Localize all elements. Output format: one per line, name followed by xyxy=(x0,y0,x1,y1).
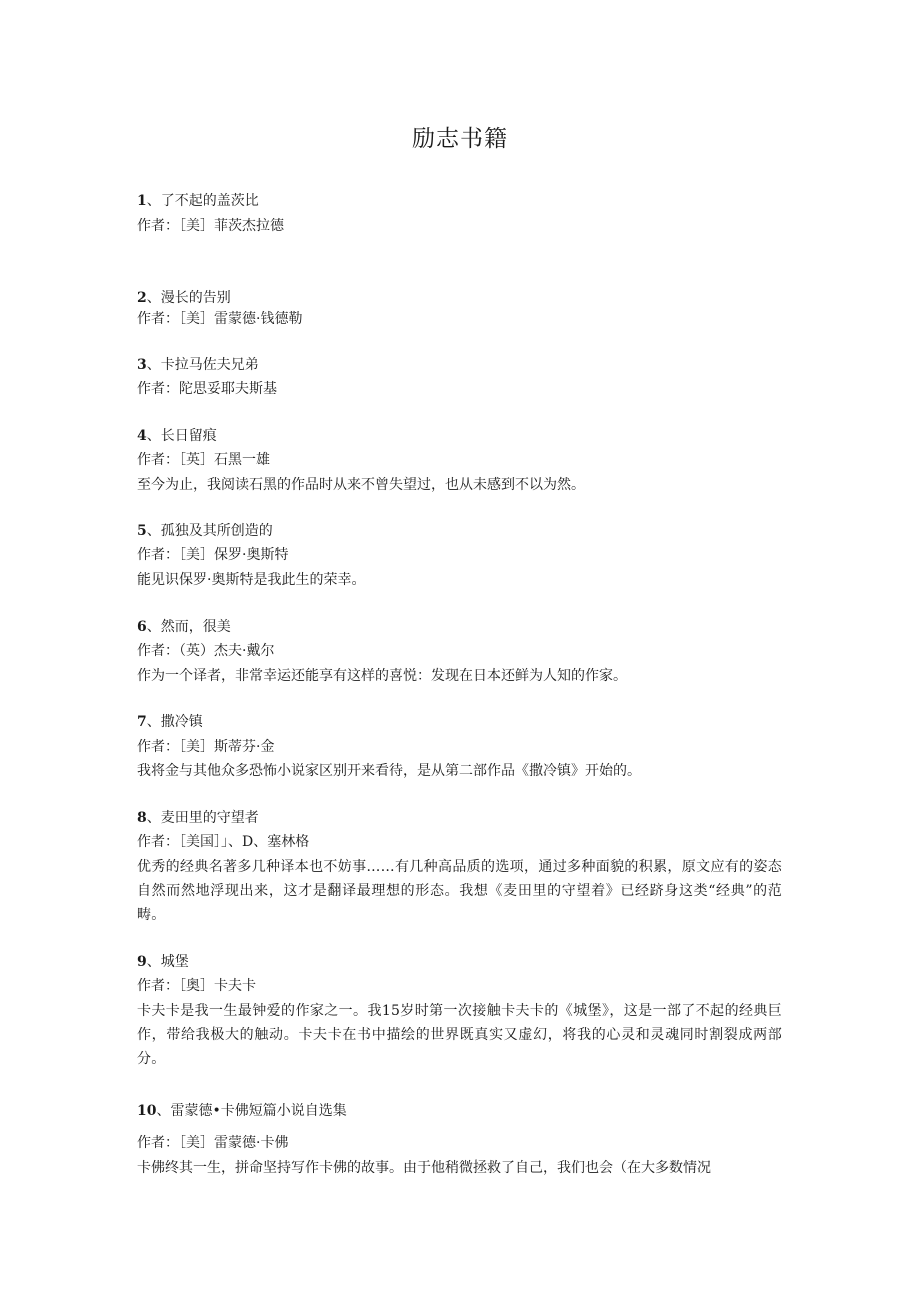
book-author-3: 作者：陀思妥耶夫斯基 xyxy=(137,381,277,397)
book-title-text: 孤独及其所创造的 xyxy=(160,523,273,539)
book-title-text: 撒冷镇 xyxy=(160,714,203,730)
book-number: 8 xyxy=(137,810,147,826)
book-note-10: 卡佛终其一生，拼命坚持写作卡佛的故事。由于他稍微拯救了自己，我们也会（在大多数情况 xyxy=(137,1160,711,1176)
book-title-10: 10、雷蒙德•卡佛短篇小说自选集 xyxy=(137,1103,347,1119)
book-author-7: 作者：［美］斯蒂芬·金 xyxy=(137,739,275,755)
book-title-4: 4、长日留痕 xyxy=(137,428,217,444)
book-title-text: 了不起的盖茨比 xyxy=(160,193,259,209)
book-title-text: 雷蒙德•卡佛短篇小说自选集 xyxy=(170,1103,347,1119)
book-title-5: 5、孤独及其所创造的 xyxy=(137,523,273,539)
book-title-9: 9、城堡 xyxy=(137,954,189,970)
book-note-8: 优秀的经典名著多几种译本也不妨事……有几种高品质的选项，通过多种面貌的积累，原文应有的姿态自然而然地浮现出来，这才是翻译最理想的形态。我想《麦田里的守望着》已经跻身这类“经典”的范畴。 xyxy=(137,859,782,923)
book-number: 9 xyxy=(137,954,147,970)
book-note-7: 我将金与其他众多恐怖小说家区别开来看待，是从第二部作品《撒冷镇》开始的。 xyxy=(137,763,641,779)
book-title-text: 城堡 xyxy=(160,954,189,970)
book-author-1: 作者：［美］菲茨杰拉德 xyxy=(137,218,284,234)
book-note-4: 至今为止，我阅读石黑的作品时从来不曾失望过，也从未感到不以为然。 xyxy=(137,477,585,493)
book-number: 1 xyxy=(137,193,147,209)
book-title-1: 1、了不起的盖茨比 xyxy=(137,193,259,209)
book-author-2: 作者：［美］雷蒙德·钱德勒 xyxy=(137,311,303,327)
book-title-6: 6、然而，很美 xyxy=(137,619,231,635)
book-note-6: 作为一个译者，非常幸运还能享有这样的喜悦：发现在日本还鲜为人知的作家。 xyxy=(137,668,627,684)
book-title-text: 然而，很美 xyxy=(160,619,231,635)
book-note-5: 能见识保罗·奥斯特是我此生的荣幸。 xyxy=(137,572,366,588)
book-title-8: 8、麦田里的守望者 xyxy=(137,810,259,826)
book-number: 7 xyxy=(137,714,147,730)
book-title-text: 卡拉马佐夫兄弟 xyxy=(160,357,259,373)
book-number: 2 xyxy=(137,290,147,306)
book-number: 6 xyxy=(137,619,147,635)
book-title-7: 7、撒冷镇 xyxy=(137,714,203,730)
book-number: 5 xyxy=(137,523,147,539)
book-author-4: 作者：［英］石黑一雄 xyxy=(137,452,270,468)
book-title-3: 3、卡拉马佐夫兄弟 xyxy=(137,357,259,373)
book-title-2: 2、漫长的告别 xyxy=(137,290,231,306)
book-note-9: 卡夫卡是我一生最钟爱的作家之一。我15岁时第一次接触卡夫卡的《城堡》，这是一部了不起的经典巨作，带给我极大的触动。卡夫卡在书中描绘的世界既真实又虚幻，将我的心灵和灵魂同时割裂成两部分。 xyxy=(137,1003,782,1067)
book-author-10: 作者：［美］雷蒙德·卡佛 xyxy=(137,1135,289,1151)
book-title-text: 长日留痕 xyxy=(160,428,217,444)
book-title-text: 漫长的告别 xyxy=(160,290,231,306)
book-title-text: 麦田里的守望者 xyxy=(160,810,259,826)
book-author-5: 作者：［美］保罗·奥斯特 xyxy=(137,547,289,563)
page-title: 励志书籍 xyxy=(412,126,508,152)
book-number: 10 xyxy=(137,1103,157,1119)
book-number: 3 xyxy=(137,357,147,373)
book-number: 4 xyxy=(137,428,147,444)
book-author-6: 作者：（英）杰夫·戴尔 xyxy=(137,643,275,659)
book-author-9: 作者：［奥］卡夫卡 xyxy=(137,978,256,994)
book-author-8: 作者：［美国］」、D、塞林格 xyxy=(137,834,310,850)
